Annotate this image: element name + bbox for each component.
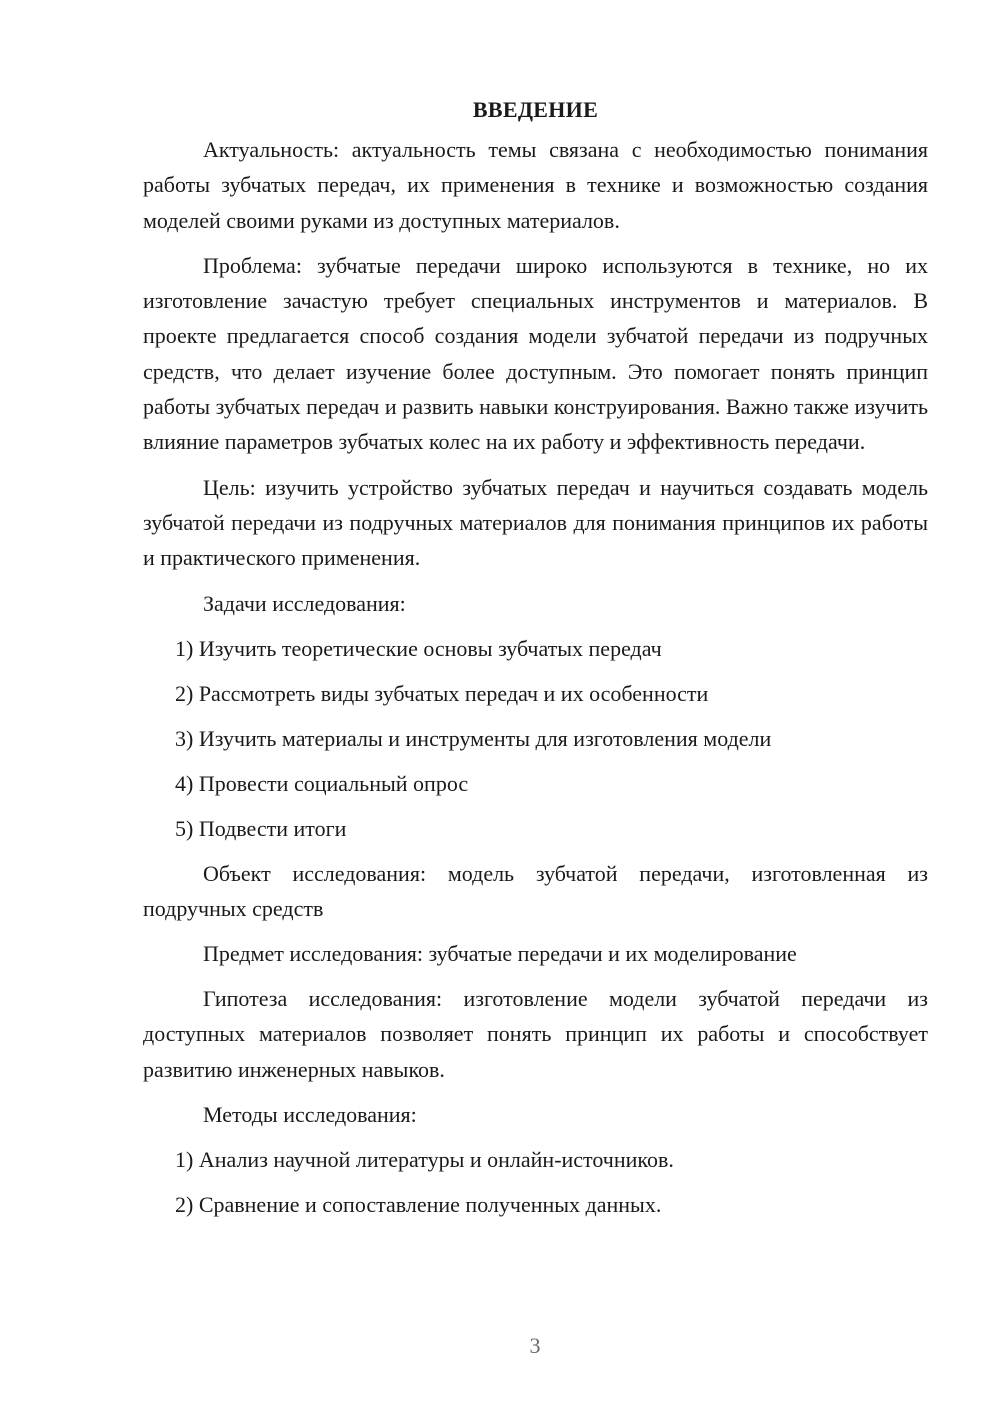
methods-heading: Методы исследования: [203, 1102, 417, 1128]
list-item: 4) Провести социальный опрос [175, 770, 469, 796]
page-number: 3 [529, 1333, 541, 1358]
relevance-paragraph: Актуальность: актуальность темы связана с необходимостью понимания работы зубчатых передач, их применения в технике и возможностью создания моделей своими руками из доступных материалов. [143, 137, 928, 233]
list-item: 1) Изучить теоретические основы зубчатых передач [175, 635, 662, 661]
object-paragraph: Объект исследования: модель зубчатой передачи, изготовленная из подручных средств [143, 860, 928, 921]
list-item: 2) Сравнение и сопоставление полученных данных. [175, 1192, 662, 1218]
tasks-heading: Задачи исследования: [203, 590, 406, 616]
tasks-list [143, 631, 928, 846]
list-item: 3) Изучить материалы и инструменты для изготовления модели [175, 725, 772, 751]
page-title: ВВЕДЕНИЕ [472, 97, 599, 122]
hypothesis-paragraph: Гипотеза исследования: изготовление модели зубчатой передачи из доступных материалов позволяет понять принцип их работы и способствует развитию инженерных навыков. [143, 986, 928, 1082]
problem-paragraph: Проблема: зубчатые передачи широко используются в технике, но их изготовление зачастую требует специальных инструментов и материалов. В проекте предлагается способ создания модели зубчатой передачи из подручных средств, что делает изучение более доступным. Это помогает понять принцип работы зубчатых передач и развить навыки конструирования. Важно также изучить влияние параметров зубчатых колес на их работу и эффективность передачи. [143, 252, 928, 455]
list-item: 1) Анализ научной литературы и онлайн-источников. [175, 1147, 674, 1173]
list-item: 2) Рассмотреть виды зубчатых передач и их особенности [175, 680, 709, 706]
methods-list [143, 1142, 928, 1222]
list-item: 5) Подвести итоги [175, 815, 347, 841]
subject-paragraph: Предмет исследования: зубчатые передачи и их моделирование [203, 941, 797, 967]
document-body [143, 92, 928, 1232]
goal-paragraph: Цель: изучить устройство зубчатых передач и научиться создавать модель зубчатой передачи из подручных материалов для понимания принципов их работы и практического применения. [143, 474, 928, 571]
